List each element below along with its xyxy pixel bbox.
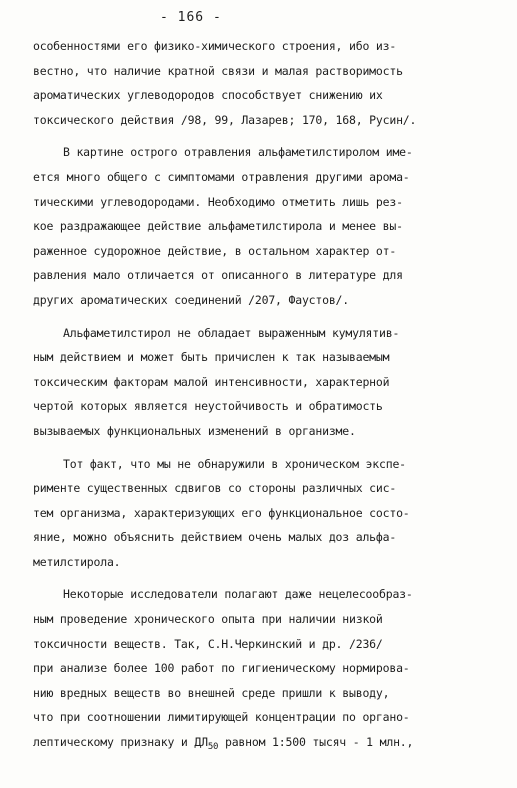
text-line: чертой которых является неустойчивость и обратимость	[33, 399, 383, 414]
paragraph-5	[33, 582, 488, 754]
text-line: ным действием и может быть причислен к так называемым	[33, 350, 390, 365]
text-line: нию вредных веществ во внешней среде пришли к выводу,	[33, 685, 390, 700]
text-line: других ароматических соединений /207, Фаустов/.	[33, 292, 350, 307]
text-line: метилстирола.	[33, 554, 121, 569]
subscript-text: 50	[207, 742, 219, 753]
text-line: ется много общего с симптомами отравления другими арома-	[33, 169, 410, 184]
text-line: рименте существенных сдвигов со стороны различных сис-	[33, 481, 397, 496]
body-text	[33, 34, 488, 755]
page-number: - 166 -	[160, 10, 222, 25]
paragraph-4	[33, 452, 488, 575]
text-line: что при соотношении лимитирующей концентрации по органо-	[33, 710, 410, 725]
text-line: при анализе более 100 работ по гигиеническому нормирова-	[33, 661, 410, 676]
paragraph-1	[33, 34, 488, 132]
text-line: ным проведение хронического опыта при наличии низкой	[33, 612, 383, 627]
text-segment: равном 1:500 тысяч - 1 млн.,	[218, 735, 414, 750]
text-line: раженное судорожное действие, в остальном характер от-	[33, 243, 397, 258]
text-line-with-subscript	[33, 730, 488, 755]
text-line: вестно, что наличие кратной связи и малая растворимость	[33, 63, 403, 78]
text-line: кое раздражающее действие альфаметилстирола и менее вы-	[33, 219, 403, 234]
text-line: токсическим факторам малой интенсивности, характерной	[33, 374, 390, 389]
paragraph-2	[33, 140, 488, 312]
text-line: равления мало отличается от описанного в литературе для	[33, 268, 403, 283]
text-line: токсического действия /98, 99, Лазарев; 170, 168, Русин/.	[33, 112, 417, 127]
text-line: яние, можно объяснить действием очень малых доз альфа-	[33, 530, 397, 545]
text-line: Тот факт, что мы не обнаружили в хроническом экспе-	[63, 456, 406, 471]
text-line: особенностями его физико-химического строения, ибо из-	[33, 39, 397, 53]
text-line: Некоторые исследователи полагают даже нецелесообраз-	[63, 587, 413, 602]
paragraph-3	[33, 321, 488, 444]
text-line: Альфаметилстирол не обладает выраженным кумулятив-	[63, 325, 400, 340]
text-line: тическими углеводородами. Необходимо отметить лишь рез-	[33, 194, 403, 209]
text-segment: лептическому признаку и ДЛ	[33, 735, 208, 750]
text-line: вызываемых функциональных изменений в организме.	[33, 423, 356, 438]
text-line: ароматических углеводородов способствует снижению их	[33, 88, 383, 103]
text-line: тем организма, характеризующих его функциональное состо-	[33, 505, 410, 520]
text-line: токсичности веществ. Так, С.Н.Черкинский и др. /236/	[33, 636, 383, 651]
text-line: В картине острого отравления альфаметилстиролом име-	[63, 145, 413, 160]
